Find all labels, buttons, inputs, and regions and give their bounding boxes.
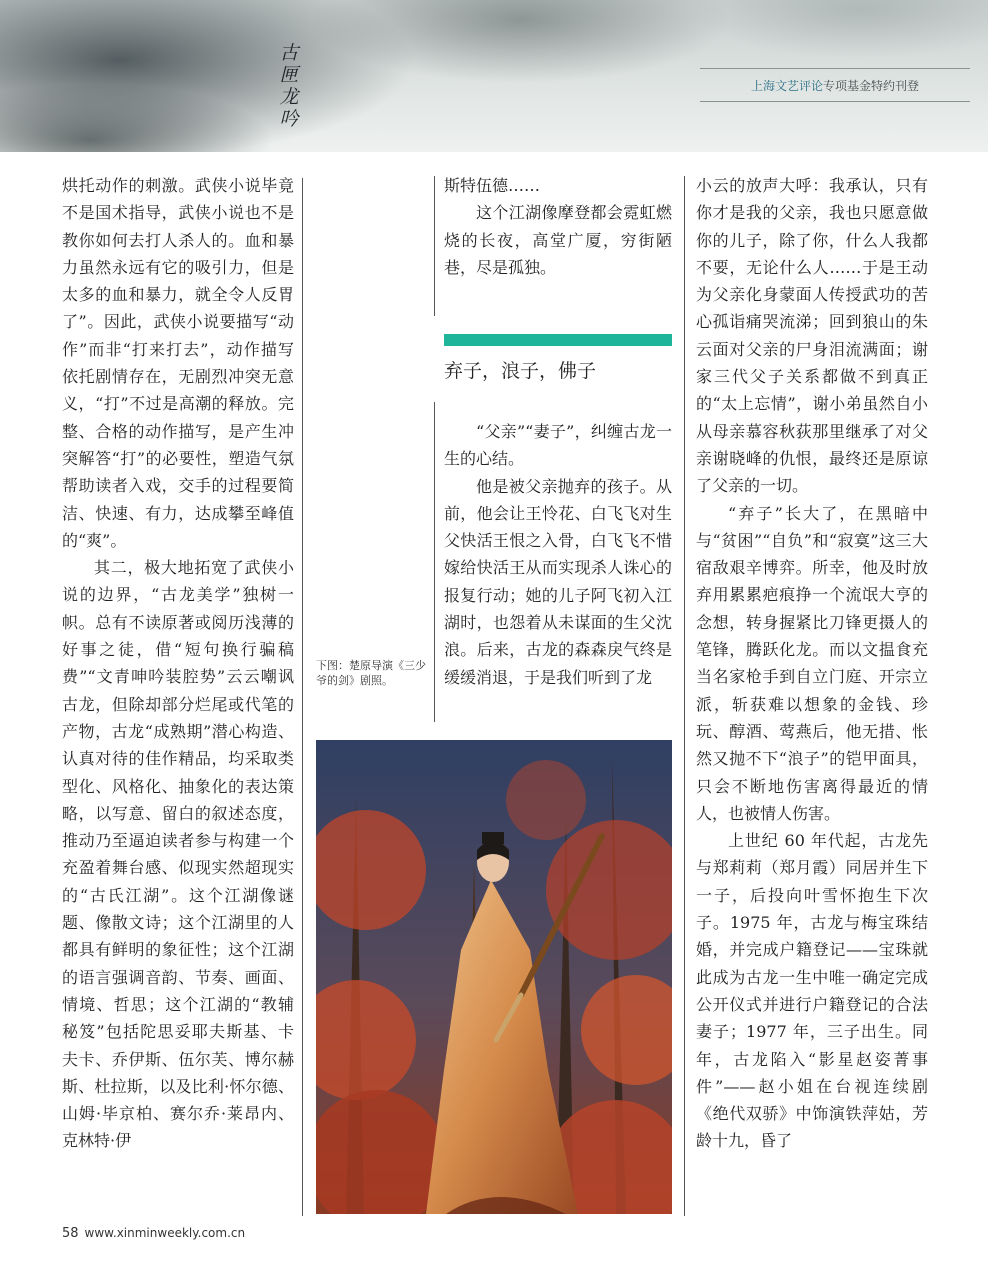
paragraph: 烘托动作的刺激。武侠小说毕竟不是国术指导，武侠小说也不是教你如何去打人杀人的。血和暴力虽然永远有它的吸引力，但是太多的血和暴力，就全令人反胃了”。因此，武侠小说要描写“动作”而非“打来打去”，动作描写依托剧情存在，无剧烈冲突无意义，“打”不过是高潮的释放。完整、合格的动作描写，是产生冲突解答“打”的必要性，塑造气氛帮助读者入戏，交手的过程要简洁、快速、有力，达成攀至峰值的“爽”。 [62,176,294,550]
column-divider [434,176,435,316]
sponsor-line [700,68,970,102]
article-column-2 [444,172,672,281]
header-banner [0,0,988,152]
column-title-char: 匣 [279,64,301,86]
column-title-char: 古 [279,42,301,64]
column-divider [434,402,435,722]
column-divider [684,176,685,1216]
film-still-photo [316,740,672,1214]
article-column-2-lower [444,418,672,691]
paragraph: “父亲”“妻子”，纠缠古龙一生的心结。 [444,422,672,469]
column-divider [302,178,303,1216]
paragraph: 这个江湖像摩登都会霓虹燃烧的长夜，高堂广厦，穷街陋巷，尽是孤独。 [444,203,672,277]
column-title-char: 吟 [279,108,301,130]
paragraph: 斯特伍德…… [444,176,541,195]
website-url: www.xinminweekly.com.cn [84,1226,246,1240]
article-column-3 [696,172,928,1155]
page-footer [62,1226,245,1241]
sponsor-fund-name: 上海文艺评论 [750,78,823,93]
column-title [278,42,302,130]
paragraph: 他是被父亲抛弃的孩子。从前，他会让王怜花、白飞飞对生父快活王恨之入骨，白飞飞不惜嫁给快活王从而实现杀人诛心的报复行动；她的儿子阿飞初入江湖时，也怨着从未谋面的生父沈浪。后来，古龙的森森戾气终是缓缓消退，于是我们听到了龙 [444,476,672,687]
sponsor-text: 专项基金特约刊登 [823,78,920,93]
article-column-1 [62,172,294,1155]
paragraph: “弃子”长大了，在黑暗中与“贫困”“自负”和“寂寞”这三大宿敌艰辛博弈。所幸，他及时放弃用累累疤痕挣一个流氓大亨的念想，转身握紧比刀锋更摄人的笔锋，腾跃化龙。而以文揾食充当名家枪手到自立门庭、开宗立派，斩获难以想象的金钱、珍玩、醇酒、莺燕后，他无措、怅然又抛不下“浪子”的铠甲面具，只会不断地伤害离得最近的情人，也被情人伤害。 [696,503,928,823]
page-number: 58 [62,1226,79,1241]
paragraph: 其二，极大地拓宽了武侠小说的边界，“古龙美学”独树一帜。总有不读原著或阅历浅薄的好事之徒，借“短句换行骗稿费”“文青呻吟装腔势”云云嘲讽古龙，但除却部分烂尾或代笔的产物，古龙“成熟期”潜心构造、认真对待的佳作精品，均采取类型化、风格化、抽象化的表达策略，以写意、留白的叙述态度，推动乃至逼迫读者参与构建一个充盈着舞台感、似现实然超现实的“古氏江湖”。这个江湖像谜题、像散文诗；这个江湖里的人都具有鲜明的象征性；这个江湖的语言强调音韵、节奏、画面、情境、哲思；这个江湖的“教辅秘笈”包括陀思妥耶夫斯基、卡夫卡、乔伊斯、伍尔芙、博尔赫斯、杜拉斯，以及比利·怀尔德、山姆·毕京柏、赛尔乔·莱昂内、克林特·伊 [62,558,294,1151]
section-accent-bar [444,334,672,346]
column-title-char: 龙 [279,86,301,108]
film-still-illustration [316,740,672,1214]
paragraph: 上世纪 60 年代起，古龙先与郑莉莉（郑月霞）同居并生下一子，后投向叶雪怀抱生下次子。1975 年，古龙与梅宝珠结婚，并完成户籍登记——宝珠就此成为古龙一生中唯一确定完成公开仪式并进行户籍登记的合法妻子；1977 年，三子出生。同年，古龙陷入“影星赵姿菁事件”——赵小姐在台视连续剧《绝代双骄》中饰演铁萍姑，芳龄十九，昏了 [696,831,928,1151]
section-heading: 弃子，浪子，佛子 [444,360,597,382]
paragraph: 小云的放声大呼：我承认，只有你才是我的父亲，我也只愿意做你的儿子，除了你，什么人我都不要，无论什么人……于是王动为父亲化身蒙面人传授武功的苦心孤诣痛哭流涕；回到狼山的朱云面对父亲的尸身泪流满面；谢家三代父子关系都做不到真正的“太上忘情”，谢小弟虽然自小从母亲慕容秋荻那里继承了对父亲谢晓峰的仇恨，最终还是原谅了父亲的一切。 [696,176,928,496]
photo-caption: 下图：楚原导演《三少爷的剑》剧照。 [316,659,426,687]
